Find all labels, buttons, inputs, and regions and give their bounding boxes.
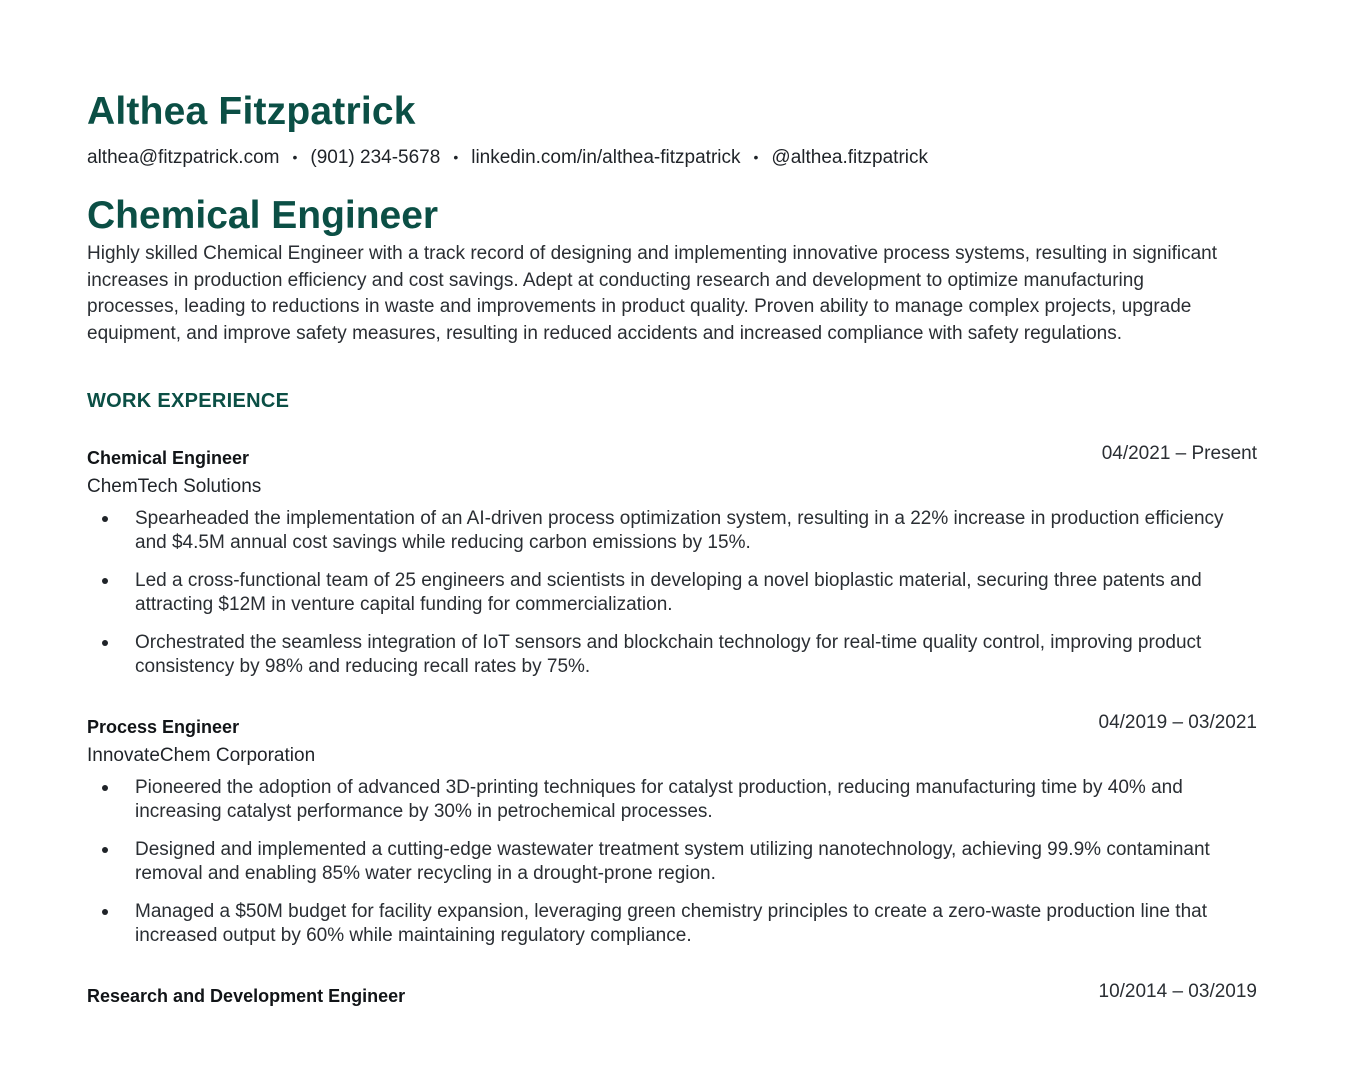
bullet-icon [102, 578, 108, 584]
bullet-item [87, 569, 1245, 617]
contact-handle[interactable]: @althea.fitzpatrick [771, 147, 928, 168]
bullet-item [87, 776, 1245, 824]
job-title: Chemical Engineer [87, 447, 250, 468]
job-dates: 04/2021 – Present [1101, 442, 1257, 464]
contact-linkedin[interactable]: linkedin.com/in/althea-fitzpatrick [471, 147, 741, 168]
bullet-item [87, 900, 1245, 948]
job-title: Process Engineer [87, 716, 240, 737]
bullet-icon [102, 847, 108, 853]
job-dates: 04/2019 – 03/2021 [1098, 711, 1257, 733]
job-entry [87, 444, 1257, 679]
bullet-icon [102, 640, 108, 646]
candidate-name: Althea Fitzpatrick [87, 90, 416, 133]
professional-summary: Highly skilled Chemical Engineer with a track record of designing and implementing innovative process systems, resulting in significant increases in production efficiency and cost savings. Adept at conducting research and development to optimize manufacturing processes, leading to reductions in waste and improvements in product quality. Proven ability to manage complex projects, upgrade equipment, and improve safety measures, resulting in reduced accidents and increased compliance with safety regulations. [87, 243, 1217, 345]
bullet-text: Designed and implemented a cutting-edge wastewater treatment system utilizing nanotechnology, achieving 99.9% contaminant removal and enabling 85% water recycling in a drought-prone region. [135, 838, 1210, 884]
job-header [87, 713, 1257, 741]
job-header [87, 982, 1257, 1010]
job-company: InnovateChem Corporation [87, 744, 316, 766]
bullet-icon [102, 516, 108, 522]
contact-separator: • [753, 149, 759, 165]
contact-separator: • [292, 149, 298, 165]
job-company: ChemTech Solutions [87, 475, 262, 497]
job-title: Research and Development Engineer [87, 985, 406, 1006]
professional-headline: Chemical Engineer [87, 194, 439, 237]
bullet-text: Pioneered the adoption of advanced 3D-printing techniques for catalyst production, reducing manufacturing time by 40% and increasing catalyst performance by 30% in petrochemical processes. [135, 776, 1183, 822]
contact-phone[interactable]: (901) 234-5678 [310, 147, 441, 168]
bullet-item [87, 631, 1245, 679]
contact-line [87, 144, 1257, 171]
bullet-text: Led a cross-functional team of 25 engineers and scientists in developing a novel bioplastic material, securing three patents and attracting $12M in venture capital funding for commercialization. [135, 569, 1202, 615]
job-header [87, 444, 1257, 472]
resume-page [87, 86, 1257, 1010]
job-bullets [87, 776, 1257, 948]
bullet-icon [102, 785, 108, 791]
bullet-icon [102, 909, 108, 915]
bullet-text: Orchestrated the seamless integration of IoT sensors and blockchain technology for real-time quality control, improving product consistency by 98% and reducing recall rates by 75%. [135, 631, 1202, 677]
job-entry [87, 982, 1257, 1010]
contact-email[interactable]: althea@fitzpatrick.com [87, 147, 280, 168]
job-dates: 10/2014 – 03/2019 [1098, 980, 1257, 1002]
contact-separator: • [453, 149, 459, 165]
bullet-item [87, 507, 1245, 555]
bullet-text: Spearheaded the implementation of an AI-driven process optimization system, resulting in a 22% increase in production efficiency and $4.5M annual cost savings while reducing carbon emissions by 15%. [135, 507, 1224, 553]
bullet-text: Managed a $50M budget for facility expansion, leveraging green chemistry principles to create a zero-waste production line that increased output by 60% while maintaining regulatory compliance. [135, 900, 1207, 946]
job-bullets [87, 507, 1257, 679]
bullet-item [87, 838, 1245, 886]
work-experience-heading: WORK EXPERIENCE [87, 389, 290, 412]
job-entry [87, 713, 1257, 948]
